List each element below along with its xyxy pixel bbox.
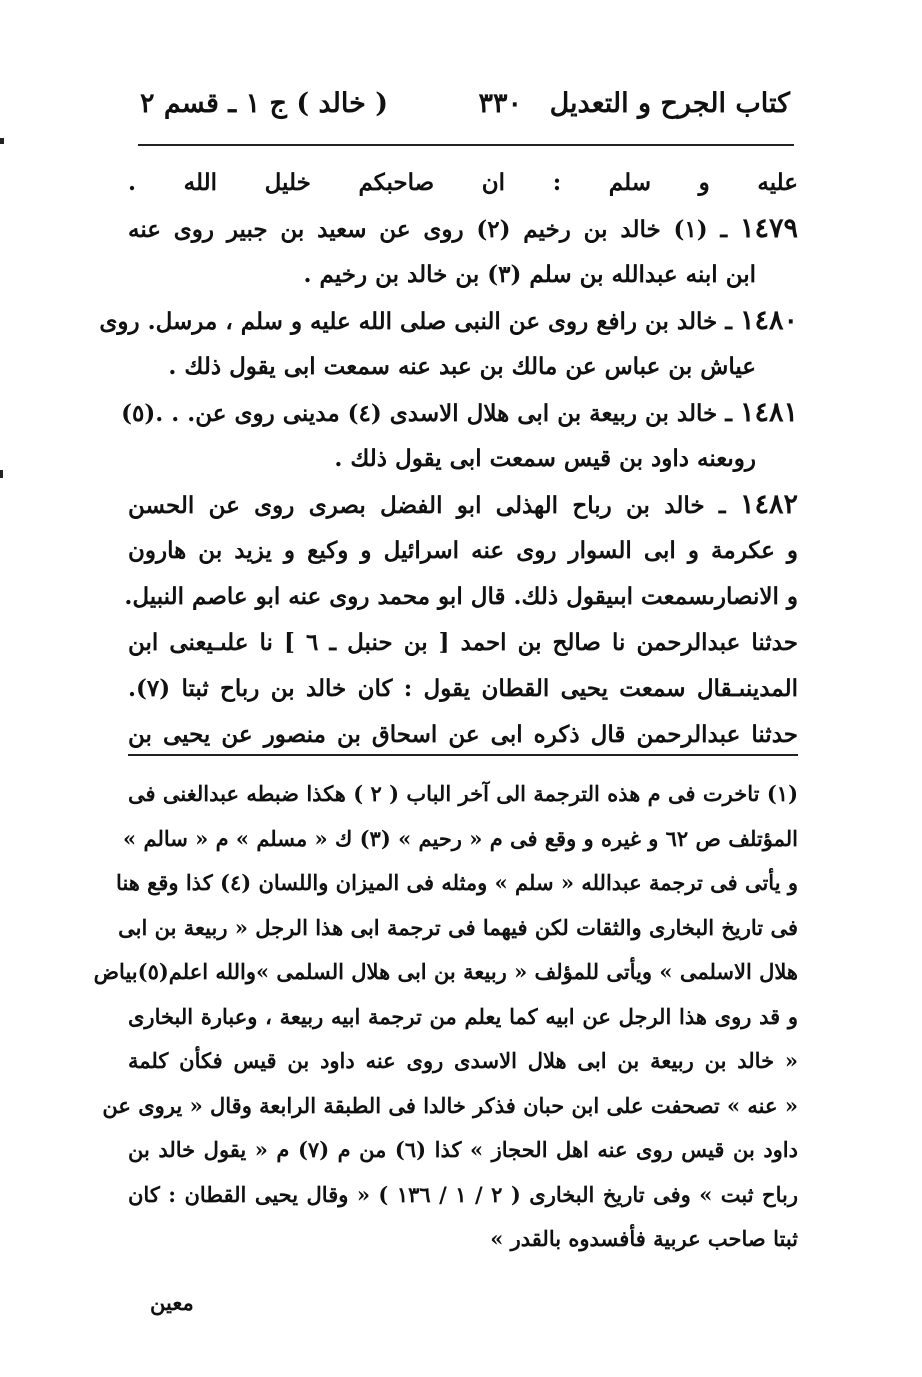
- footnote-line: « خالد بن ربيعة بن ابى هلال الاسدى روى عنه داود بن قيس فكأن كلمة: [128, 1048, 798, 1073]
- body-line: و الانصارىسمعت ابىيقول ذلك. قال ابو محمد روى عنه ابو عاصم النبيل.: [124, 583, 798, 610]
- footnotes: [93, 772, 798, 1262]
- footnote-line: ثبتا صاحب عربية فأفسدوه بالقدر »: [490, 1226, 798, 1251]
- signature-mark: معين: [150, 1290, 194, 1315]
- entry-number: ١٤٨١: [739, 397, 798, 428]
- footnote-line: فى تاريخ البخارى والثقات لكن فيهما فى ترجمة ابى هذا الرجل « ربيعة بن ابى: [118, 914, 798, 940]
- body-line: عياش بن عباس عن مالك بن عبد عنه سمعت ابى يقول ذلك .: [168, 353, 756, 380]
- body-line: ابن ابنه عبدالله بن سلم (٣) بن خالد بن رخيم .: [303, 261, 756, 288]
- body-line: و عكرمة و ابى السوار روى عنه اسرائيل و وكيع و يزيد بن هارون: [128, 537, 798, 564]
- entry-number: ١٤٨٢: [739, 489, 798, 520]
- footnote-line: داود بن قيس روى عنه اهل الحجاز » كذا (٦) من م (٧) م « يقول خالد بن: [128, 1137, 798, 1162]
- running-header: [140, 88, 790, 132]
- page-number: ٣٣٠: [478, 88, 522, 119]
- body-line: المدينىـقال سمعت يحيى القطان يقول : كان خالد بن رباح ثبتا (٧).: [128, 675, 798, 702]
- footnote-separator: [128, 754, 798, 756]
- footnote-line: رباح ثبت » وفى تاريخ البخارى ( ٢ / ١ / ١٣٦ ) « وقال يحيى القطان : كان: [128, 1181, 798, 1207]
- body-line: حدثنا عبدالرحمن قال ذكره ابى عن اسحاق بن منصور عن يحيى بن: [128, 721, 798, 748]
- footnote-line: و قد روى هذا الرجل عن ابيه كما يعلم من ترجمة ابيه ربيعة ، وعبارة البخارى: [128, 1003, 798, 1029]
- book-title: كتاب الجرح و التعديل: [549, 88, 790, 119]
- section-label: ( خالد ) ج ١ ـ قسم ٢: [140, 88, 389, 119]
- body-line: عليه و سلم : ان صاحبكم خليل الله .: [128, 169, 798, 196]
- footnote-line: المؤتلف ص ٦٢ و غيره و وقع فى م « رحيم » (٣) ك « مسلم » م « سالم »: [123, 825, 798, 851]
- entry-line: ١٤٨١ ـ خالد بن ربيعة بن ابى هلال الاسدى (٤) مدينى روى عن. . .(٥): [121, 397, 798, 428]
- footnote-line: « عنه » تصحفت على ابن حبان فذكر خالدا فى الطبقة الرابعة وقال « يروى عن: [102, 1092, 798, 1118]
- scan-edge-mark: [0, 470, 3, 478]
- footnote-line: (١) تاخرت فى م هذه الترجمة الى آخر الباب ( ٢ ) هكذا ضبطه عبدالغنى فى: [128, 781, 798, 806]
- entry-line: ١٤٨٢ ـ خالد بن رباح الهذلى ابو الفضل بصرى روى عن الحسن: [128, 489, 798, 520]
- footnote-line: هلال الاسلمى » ويأتى للمؤلف « ربيعة بن ابى هلال السلمى »والله اعلم(٥)بياض: [93, 959, 798, 984]
- main-text: [99, 160, 798, 758]
- footnote-line: و يأتى فى ترجمة عبدالله « سلم » ومثله فى الميزان واللسان (٤) كذا وقع هنا: [116, 870, 798, 895]
- body-line: روىعنه داود بن قيس سمعت ابى يقول ذلك .: [334, 445, 756, 472]
- entry-line: ١٤٧٩ ـ (١) خالد بن رخيم (٢) روى عن سعيد بن جبير روى عنه: [128, 213, 798, 244]
- header-rule: [138, 144, 794, 146]
- entry-number: ١٤٧٩: [739, 213, 798, 244]
- body-line: حدثنا عبدالرحمن نا صالح بن احمد [ بن حنبل ـ ٦ ] نا علىـيعنى ابن: [128, 629, 798, 656]
- scan-edge-mark: [0, 138, 4, 144]
- entry-line: ١٤٨٠ ـ خالد بن رافع روى عن النبى صلى الله عليه و سلم ، مرسل. روى: [99, 305, 798, 336]
- entry-number: ١٤٨٠: [739, 305, 798, 336]
